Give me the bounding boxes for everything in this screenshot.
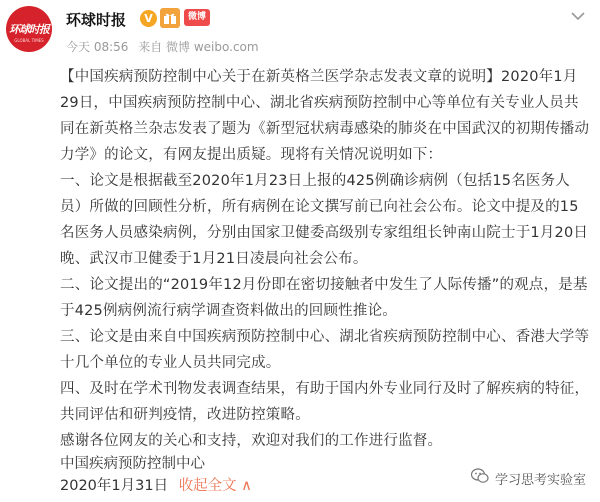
chevron-up-icon: ∧: [241, 478, 252, 494]
post-paragraph: 一、论文是根据截至2020年1月23日上报的425例确诊病例（包括15名医务人员）所做的回顾性分析，所有病例在论文撰写前已向社会公布。论文中提及的15名医务人员感染病例，分别由国家卫健委高级别专家组组长钟南山院士于1月20日晚、武汉市卫健委于1月21日凌晨向社会公布。: [60, 173, 589, 267]
date-line: [60, 474, 252, 498]
post-time: 今天 08:56: [66, 40, 129, 54]
avatar[interactable]: [6, 6, 52, 52]
post-source: 来自 微博 weibo.com: [138, 40, 259, 54]
avatar-logo-subtext: GLOBAL TIMES: [14, 38, 44, 43]
post-header: [0, 0, 600, 62]
post-body: [60, 64, 590, 454]
collapse-label: 收起全文: [178, 478, 237, 494]
verified-icon: V: [140, 10, 157, 27]
post-meta: [66, 38, 265, 55]
account-name[interactable]: 环球时报: [66, 11, 127, 29]
watermark: [471, 466, 586, 490]
watermark-text: 学习思考实验室: [494, 472, 586, 488]
chevron-down-icon[interactable]: [568, 6, 588, 26]
weibo-badge: 微博: [184, 9, 210, 26]
post-paragraph: 【中国疾病预防控制中心关于在新英格兰医学杂志发表文章的说明】2020年1月29日，中国疾病预防控制中心、湖北省疾病预防控制中心等单位有关专业人员共同在新英格兰杂志发表了题为《新型冠状病毒感染的肺炎在中国武汉的初期传播动力学》的论文，有网友提出质疑。现将有关情况说明如下：: [60, 69, 590, 163]
post-paragraph: 二、论文提出的“2019年12月份即在密切接触者中发生了人际传播”的观点，是基于425例病例流行病学调查资料做出的回顾性推论。: [60, 277, 588, 319]
signature: 中国疾病预防控制中心: [60, 456, 205, 472]
post-paragraph: 感谢各位网友的关心和支持，欢迎对我们的工作进行监督。: [60, 433, 443, 449]
wechat-icon: [471, 468, 489, 488]
avatar-logo-text: 环球时报: [9, 23, 49, 36]
gift-badge-icon: [160, 8, 180, 28]
post-paragraph: 三、论文是由来自中国疾病预防控制中心、湖北省疾病预防控制中心、香港大学等十几个单位的专业人员共同完成。: [60, 329, 590, 371]
post-date: 2020年1月31日: [60, 478, 169, 494]
post-paragraph: 四、及时在学术刊物发表调查结果，有助于国内外专业同行及时了解疾病的特征，共同评估和研判疫情，改进防控策略。: [60, 381, 590, 423]
collapse-button[interactable]: [179, 478, 252, 494]
